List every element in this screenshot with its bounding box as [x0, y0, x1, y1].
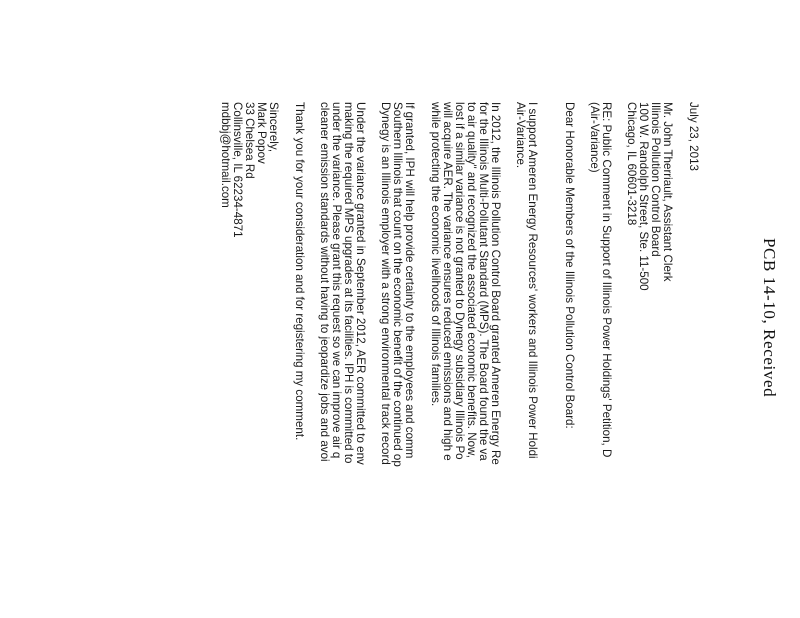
recipient-line: Chicago, IL 60601-3218 [625, 102, 638, 226]
body-line: Southern Illinois that count on the economic benefit of the continued op [391, 102, 404, 467]
signer-street: 33 Chelsea Rd [243, 102, 256, 179]
closing-thanks: Thank you for your consideration and for registering my comment. [293, 102, 306, 441]
body-line: In 2012, the Illinois Pollution Control Board granted Ameren Energy Re [489, 102, 502, 465]
recipient-line: Illinois Pollution Control Board [649, 102, 662, 257]
body-line: under the variance. Please grant this request so we can improve air q [330, 102, 343, 459]
subject-line: RE: Public Comment in Support of Illinois Power Holdings' Petition, D [600, 102, 613, 458]
sign-off: Sincerely, [267, 102, 280, 153]
subject-line: (Air-Variance) [588, 102, 601, 173]
signer-email: mdbbj@hotmail.com [219, 102, 232, 208]
body-line: will acquire AER. The variance ensures reduced emissions and high e [441, 102, 454, 461]
recipient-line: 100 W. Randolph Street, Ste. 11-500 [637, 102, 650, 291]
body-line: while protecting the economic livelihoods of Illinois families. [429, 102, 442, 407]
body-line: making the required MPS upgrades at its facilities. IPH is committed to [342, 102, 355, 464]
letter-date: July 23, 2013 [687, 102, 700, 171]
body-line: cleaner emission standards without having to jeopardize jobs and avoi [318, 102, 331, 462]
body-line: If granted, IPH will help provide certainty to the employees and comm [403, 102, 416, 459]
body-line: Air-Variance. [514, 102, 527, 169]
signer-name: Mark Popov [255, 102, 268, 164]
body-line: Dynegy is an Illinois employer with a strong environmental track record [379, 102, 392, 465]
body-line: lost if a similar variance is not granted to Dynegy subsidiary Illinois Po [453, 102, 466, 460]
signer-city: Collinsville, IL 62234-4871 [231, 102, 244, 238]
salutation: Dear Honorable Members of the Illinois Pollution Control Board: [563, 102, 576, 429]
recipient-line: Mr. John Therriault, Assistant Clerk [661, 102, 674, 282]
body-line: for the Illinois Multi-Pollutant Standard (MPS). The Board found the va [477, 102, 490, 461]
body-line: I support Ameren Energy Resources' workers and Illinois Power Holdi [526, 102, 539, 459]
body-line: Under the variance granted in September 2012, AER committed to env [354, 102, 367, 465]
received-stamp-header: PCB 14-10, Received [760, 238, 779, 398]
body-line: to air quality" and recognized the associated economic benefits. Now, [465, 102, 478, 458]
